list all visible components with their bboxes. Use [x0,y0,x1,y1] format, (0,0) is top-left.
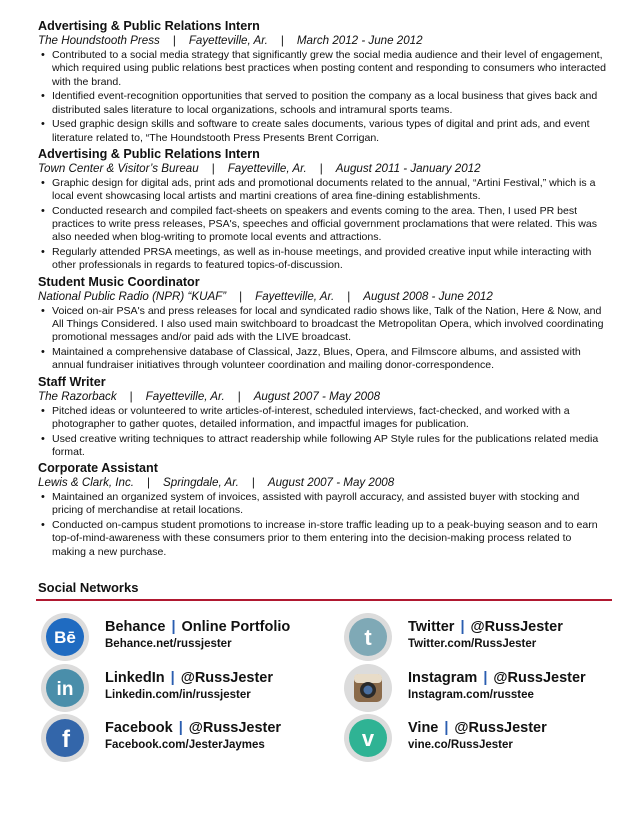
network-link[interactable]: Behance.net/russjester [105,638,232,650]
separator: | [172,34,176,47]
bullet-item: • Contributed to a social media strategy that significantly grew the social media audience and their level of engagement, which required using public relations best practices when posting content and responding to consumers who interacted with the brand. [38,49,608,89]
job-meta [38,390,608,404]
social-vine[interactable] [343,713,608,763]
svg-text:Bē: Bē [54,628,76,647]
job-meta [38,290,608,304]
separator: | [211,161,215,175]
job-bullets [38,305,608,373]
job-org: The Razorback [38,389,117,403]
separator: | [178,720,183,736]
experience-section [38,18,608,561]
separator: | [460,619,465,635]
job-title: Student Music Coordinator [38,274,200,289]
network-link[interactable]: Linkedin.com/in/russjester [105,689,251,701]
bullet-item: • Pitched ideas or volunteered to write articles-of-interest, scheduled interviews, fact-checked, and worked with a photographer to gather quotes, detailed information, and impactful images for publication. [38,405,608,432]
separator: | [129,389,133,403]
job-dates: August 2007 - May 2008 [267,476,395,490]
job-dates: March 2012 - June 2012 [296,34,423,47]
linkedin-icon [40,663,90,713]
job-location: Springdale, Ar. [163,476,239,490]
network-name: LinkedIn [105,670,165,686]
separator: | [147,476,151,490]
job-location: Fayetteville, Ar. [188,34,268,47]
bullet-item: • Maintained an organized system of invoices, assisted with payroll accuracy, and assisted buyer with stocking and pricing of merchandise at retail locations. [38,491,608,518]
behance-icon [40,612,90,662]
job-dates: August 2007 - May 2008 [253,389,381,403]
separator: | [444,720,449,736]
network-handle: @RussJester [454,720,547,736]
network-name: Facebook [105,720,173,736]
network-name: Instagram [408,670,478,686]
separator: | [251,476,255,490]
job-title: Advertising & Public Relations Intern [38,146,260,161]
job-entry [38,19,608,145]
separator: | [170,670,175,686]
separator: | [483,670,488,686]
job-meta [38,476,608,490]
separator: | [171,619,176,635]
bullet-item: • Used creative writing techniques to attract readership while following AP Style rules for the publications related media format. [38,433,608,460]
job-dates: August 2011 - January 2012 [335,161,481,175]
bullet-item: • Maintained a comprehensive database of Classical, Jazz, Blues, Opera, and Filmscore albums, and assisted with annual fundraiser initiatives through volunteer coordination and mailing donor-correspondence. [38,346,608,373]
network-name: Twitter [408,619,455,635]
job-entry [38,375,608,460]
svg-text:t: t [364,625,372,650]
bullet-item: • Regularly attended PRSA meetings, as well as in-house meetings, and provided creative input while interacting with other professionals in regards to featured topics-of-discussion. [38,246,608,273]
job-bullets [38,491,608,559]
job-org: Town Center & Visitor’s Bureau [38,161,199,175]
social-behance[interactable] [40,612,320,662]
svg-text:v: v [361,726,375,751]
job-title: Advertising & Public Relations Intern [38,19,260,33]
job-org: Lewis & Clark, Inc. [38,476,134,490]
social-facebook[interactable] [40,713,320,763]
separator: | [347,289,351,303]
bullet-item: • Conducted research and compiled fact-sheets on speakers and events coming to the area. Then, I used PR best practices to write press releases, PSA's, speeches and official government proclamations that were related. This was also needed when blog-writing to promote local events and attractions. [38,205,608,245]
social-instagram[interactable] [343,663,608,713]
job-entry [38,461,608,559]
network-link[interactable]: Facebook.com/JesterJaymes [105,739,265,751]
section-divider [36,599,612,601]
vine-icon [343,713,393,763]
facebook-icon [40,713,90,763]
network-link[interactable]: Instagram.com/russtee [408,689,534,701]
separator: | [239,289,243,303]
network-name: Vine [408,720,439,736]
social-twitter[interactable] [343,612,608,662]
bullet-item: • Voiced on-air PSA's and press releases for local and syndicated radio shows like, Talk of the Nation, Here & Now, and All Things Considered. I also used main switchboard to broadcast the Metropolitan Opera, which involved coordinating promotional messages and/or paid ads with the LIVE broadcast. [38,305,608,345]
bullet-item: • Identified event-recognition opportunities that served to position the company as a local business that gives back and distributed sales literature to local organizations, schools and intramural sports teams. [38,90,608,117]
job-bullets [38,405,608,460]
job-location: Fayetteville, Ar. [255,289,335,303]
twitter-icon [343,612,393,662]
social-heading: Social Networks [38,580,139,595]
separator: | [319,161,323,175]
job-org: The Houndstooth Press [38,34,160,47]
separator: | [237,389,241,403]
job-title: Staff Writer [38,374,106,389]
job-bullets [38,49,608,145]
job-meta [38,162,608,176]
network-link[interactable]: Twitter.com/RussJester [408,638,537,650]
network-handle: @RussJester [470,619,563,635]
job-bullets [38,177,608,273]
network-name: Behance [105,619,166,635]
bullet-item: • Graphic design for digital ads, print ads and promotional documents related to the annual, “Artini Festival,” which is a local event showcasing local artists and martini creations of area fine-dining establishments. [38,177,608,204]
network-handle: @RussJester [188,720,282,736]
svg-text:f: f [62,726,70,753]
bullet-item: • Conducted on-campus student promotions to increase in-store traffic leading up to a peak-buying season and to earn top-of-mind-awareness with these consumers prior to them entering into the decision-making process related to making a new purchase. [38,519,608,559]
job-location: Fayetteville, Ar. [227,161,307,175]
job-title: Corporate Assistant [38,461,158,476]
bullet-item: • Used graphic design skills and software to create sales documents, various types of digital and print ads, and event literature related to, “The Houndstooth Press Presents Brent Corrigan. [38,118,608,145]
social-linkedin[interactable] [40,663,320,713]
job-entry [38,147,608,273]
job-entry [38,275,608,373]
instagram-icon [343,663,393,713]
network-handle: Online Portfolio [181,619,291,635]
job-dates: August 2008 - June 2012 [363,289,493,303]
svg-text:in: in [56,679,74,700]
network-handle: @RussJester [180,670,274,686]
network-handle: @RussJester [493,670,586,686]
network-link[interactable]: vine.co/RussJester [408,739,513,751]
job-org: National Public Radio (NPR) “KUAF” [38,289,227,303]
job-meta [38,34,608,48]
separator: | [280,34,284,47]
job-location: Fayetteville, Ar. [145,389,225,403]
